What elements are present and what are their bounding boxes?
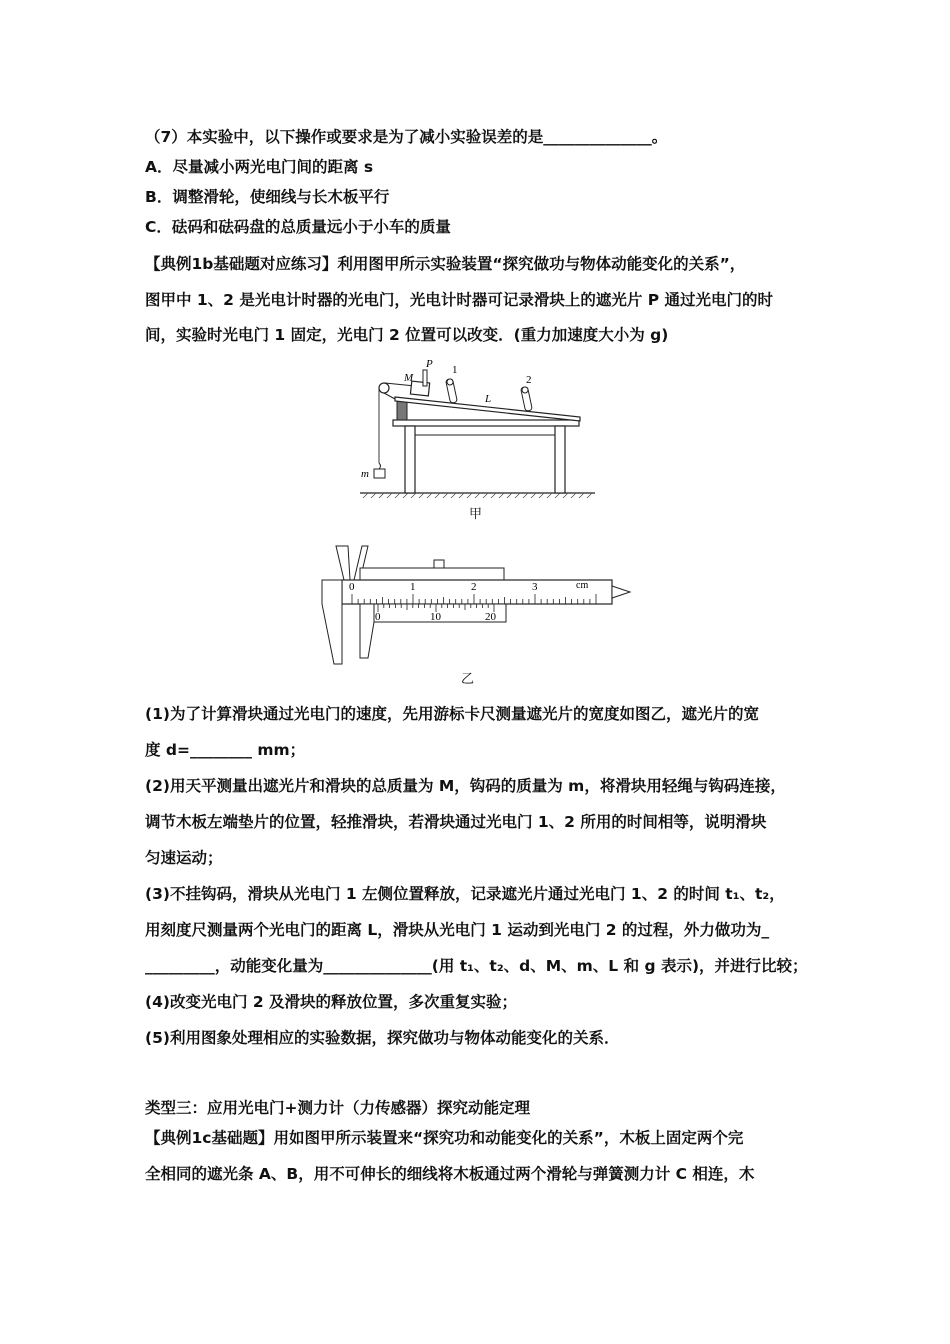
- part-1-blank: 度 d=________ mm；: [145, 741, 306, 759]
- part-3-text-2: 用刻度尺测量两个光电门的距离 L，滑块从光电门 1 运动到光电门 2 的过程，外力做功为_: [145, 921, 770, 939]
- vernier-scale-10: 10: [430, 611, 441, 623]
- part-2-text-2: 调节木板左端垫片的位置，轻推滑块，若滑块通过光电门 1、2 所用的时间相等，说明滑块: [145, 813, 767, 831]
- option-b: B．调整滑轮，使细线与长木板平行: [145, 188, 390, 206]
- main-scale-0: 0: [349, 581, 355, 593]
- label-L: L: [485, 393, 492, 405]
- part-2-text-3: 匀速运动；: [145, 849, 223, 867]
- unit-cm: cm: [576, 580, 589, 591]
- label-P: P: [426, 358, 433, 370]
- label-m: m: [361, 468, 369, 480]
- part-5-text: (5)利用图象处理相应的实验数据，探究做功与物体动能变化的关系．: [145, 1029, 620, 1047]
- example-1c-text-2: 全相同的遮光条 A、B，用不可伸长的细线将木板通过两个滑轮与弹簧测力计 C 相连，木: [145, 1165, 755, 1183]
- example-1b-text-3: 间，实验时光电门 1 固定，光电门 2 位置可以改变．(重力加速度大小为 g): [145, 326, 669, 344]
- option-c: C．砝码和砝码盘的总质量远小于小车的质量: [145, 218, 451, 236]
- option-a: A．尽量减小两光电门间的距离 s: [145, 158, 374, 176]
- label-gate-1: 1: [452, 364, 458, 376]
- part-2-text-1: (2)用天平测量出遮光片和滑块的总质量为 M，钩码的质量为 m，将滑块用轻绳与钩码连接，: [145, 777, 786, 795]
- part-1-text: (1)为了计算滑块通过光电门的速度，先用游标卡尺测量遮光片的宽度如图乙，遮光片的宽: [145, 705, 759, 723]
- figure-yi-caption: 乙: [461, 672, 475, 687]
- section-type-3-heading: 类型三：应用光电门+测力计（力传感器）探究动能定理: [145, 1099, 530, 1117]
- figure-jia-apparatus: [355, 355, 600, 503]
- question-7: （7）本实验中，以下操作或要求是为了减小实验误差的是______________。: [145, 128, 668, 146]
- vernier-scale-0: 0: [375, 611, 381, 623]
- part-4-text: (4)改变光电门 2 及滑块的释放位置，多次重复实验；: [145, 993, 518, 1011]
- figure-jia-caption: 甲: [469, 507, 483, 522]
- part-3-text-3: _________，动能变化量为______________(用 t₁、t₂、d、M、m、L 和 g 表示)，并进行比较；: [145, 957, 808, 975]
- label-gate-2: 2: [526, 374, 532, 386]
- example-1b-text-2: 图甲中 1、2 是光电计时器的光电门，光电计时器可记录滑块上的遮光片 P 通过光电门的时: [145, 291, 774, 309]
- main-scale-2: 2: [471, 581, 477, 593]
- example-1b-heading: 【典例1b基础题对应练习】利用图甲所示实验装置“探究做功与物体动能变化的关系”，: [145, 255, 746, 273]
- vernier-scale-20: 20: [485, 611, 496, 623]
- main-scale-1: 1: [410, 581, 416, 593]
- label-M: M: [404, 372, 414, 384]
- part-3-text-1: (3)不挂钩码，滑块从光电门 1 左侧位置释放，记录遮光片通过光电门 1、2 的时间 t₁、t₂，: [145, 885, 785, 903]
- main-scale-3: 3: [532, 581, 538, 593]
- example-1c-heading: 【典例1c基础题】用如图甲所示装置来“探究功和动能变化的关系”，木板上固定两个完: [145, 1129, 744, 1147]
- figure-yi-vernier-caliper: [318, 540, 638, 670]
